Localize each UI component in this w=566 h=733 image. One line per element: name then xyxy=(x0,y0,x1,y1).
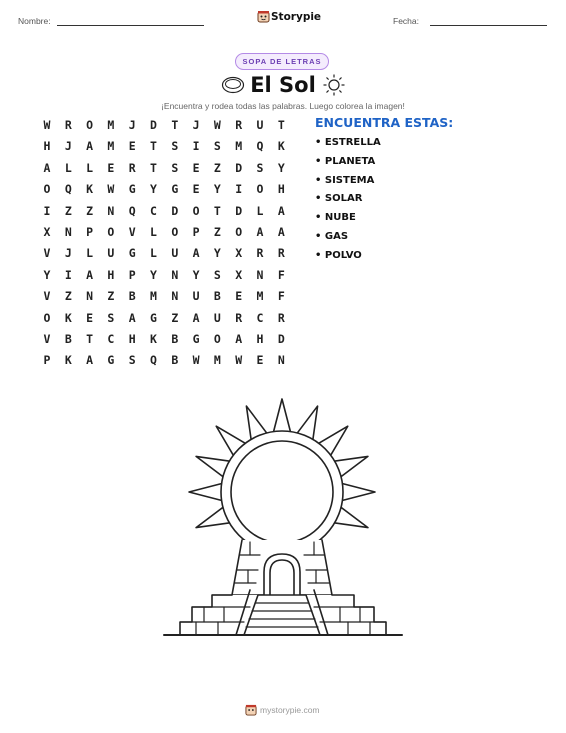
grid-cell[interactable]: O xyxy=(43,310,51,325)
sun-temple-illustration xyxy=(160,390,406,645)
word-list-item: • POLVO xyxy=(315,249,362,261)
grid-cell[interactable]: R xyxy=(128,160,136,175)
grid-cell[interactable]: H xyxy=(107,267,115,282)
page-title: El Sol xyxy=(250,73,316,97)
grid-cell[interactable]: I xyxy=(43,203,51,218)
grid-cell[interactable]: D xyxy=(171,203,179,218)
grid-cell[interactable]: H xyxy=(128,332,136,346)
grid-cell[interactable]: F xyxy=(277,289,285,304)
grid-cell[interactable]: K xyxy=(64,353,72,368)
grid-cell[interactable]: H xyxy=(43,139,51,154)
grid-cell[interactable]: B xyxy=(213,289,221,304)
grid-cell[interactable]: R xyxy=(277,246,285,261)
word-list-item: • NUBE xyxy=(315,212,356,224)
grid-cell[interactable]: C xyxy=(107,332,115,346)
grid-cell[interactable]: P xyxy=(43,353,51,368)
grid-cell[interactable]: U xyxy=(213,310,221,325)
grid-cell[interactable]: Q xyxy=(150,353,157,368)
grid-cell[interactable]: U xyxy=(256,118,264,132)
grid-cell[interactable]: T xyxy=(150,139,157,154)
grid-cell[interactable]: A xyxy=(86,139,94,154)
grid-cell[interactable]: G xyxy=(128,246,136,261)
storypie-logo-icon xyxy=(257,10,270,28)
grid-cell[interactable]: J xyxy=(192,118,200,132)
grid-cell[interactable]: Z xyxy=(213,160,221,175)
grid-cell[interactable]: A xyxy=(43,160,51,175)
grid-cell[interactable]: V xyxy=(43,332,51,346)
grid-cell[interactable]: E xyxy=(107,160,115,175)
grid-cell[interactable]: S xyxy=(213,139,221,154)
grid-cell[interactable]: R xyxy=(277,310,285,325)
grid-cell[interactable]: O xyxy=(107,225,115,239)
grid-cell[interactable]: S xyxy=(256,160,264,175)
grid-cell[interactable]: A xyxy=(192,246,200,261)
grid-cell[interactable]: Y xyxy=(213,182,221,197)
grid-cell[interactable]: U xyxy=(192,289,200,304)
grid-cell[interactable]: T xyxy=(171,118,179,132)
coin-icon xyxy=(221,75,245,100)
name-label: Nombre: xyxy=(18,16,51,26)
grid-cell[interactable]: Z xyxy=(213,225,221,239)
grid-cell[interactable]: G xyxy=(192,332,200,346)
grid-cell[interactable]: R xyxy=(235,118,243,132)
grid-cell[interactable]: Y xyxy=(150,182,157,197)
grid-cell[interactable]: X xyxy=(235,246,243,261)
grid-cell[interactable]: Q xyxy=(128,203,136,218)
grid-cell[interactable]: E xyxy=(86,310,94,325)
grid-cell[interactable]: K xyxy=(64,310,72,325)
grid-cell[interactable]: E xyxy=(256,353,264,368)
grid-cell[interactable]: F xyxy=(277,267,285,282)
word-list-item: • ESTRELLA xyxy=(315,137,381,148)
grid-cell[interactable]: L xyxy=(150,225,157,239)
grid-cell[interactable]: G xyxy=(150,310,157,325)
grid-cell[interactable]: M xyxy=(256,289,264,304)
grid-cell[interactable]: N xyxy=(277,353,285,368)
grid-cell[interactable]: G xyxy=(171,182,179,197)
word-list-item: • SISTEMA xyxy=(315,174,375,186)
grid-cell[interactable]: O xyxy=(171,225,179,239)
grid-cell[interactable]: Q xyxy=(64,182,72,197)
grid-cell[interactable]: M xyxy=(213,353,221,368)
grid-cell[interactable]: O xyxy=(86,118,94,132)
name-line[interactable] xyxy=(57,25,204,26)
grid-cell[interactable]: S xyxy=(171,160,179,175)
brand-name: Storypie xyxy=(271,11,322,23)
grid-cell[interactable]: O xyxy=(213,332,221,346)
grid-cell[interactable]: K xyxy=(86,182,94,197)
grid-cell[interactable]: E xyxy=(235,289,243,304)
grid-cell[interactable]: K xyxy=(150,332,157,346)
grid-cell[interactable]: Y xyxy=(43,267,51,282)
grid-cell[interactable]: D xyxy=(235,160,243,175)
date-label: Fecha: xyxy=(393,16,419,26)
grid-cell[interactable]: Q xyxy=(256,139,264,154)
grid-cell[interactable]: B xyxy=(64,332,72,346)
grid-cell[interactable]: B xyxy=(171,332,179,346)
grid-cell[interactable]: M xyxy=(107,139,115,154)
grid-cell[interactable]: P xyxy=(86,225,94,239)
grid-cell[interactable]: Y xyxy=(150,267,157,282)
grid-cell[interactable]: Z xyxy=(86,203,94,218)
sun-ray xyxy=(273,399,291,435)
grid-cell[interactable]: N xyxy=(256,267,264,282)
word-list-item: • SOLAR xyxy=(315,193,363,205)
grid-cell[interactable]: S xyxy=(213,267,221,282)
grid-cell[interactable]: I xyxy=(192,139,200,154)
grid-cell[interactable]: V xyxy=(43,289,51,304)
grid-cell[interactable]: M xyxy=(107,118,115,132)
grid-cell[interactable]: G xyxy=(128,182,136,197)
word-list-title: ENCUENTRA ESTAS: xyxy=(315,115,454,130)
grid-cell[interactable]: S xyxy=(171,139,179,154)
grid-cell[interactable]: Z xyxy=(171,310,179,325)
grid-cell[interactable]: L xyxy=(256,203,264,218)
grid-cell[interactable]: W xyxy=(43,118,51,132)
grid-cell[interactable]: L xyxy=(86,246,94,261)
grid-cell[interactable]: I xyxy=(64,267,72,282)
grid-cell[interactable]: M xyxy=(150,289,157,304)
grid-cell[interactable]: M xyxy=(235,139,243,154)
grid-cell[interactable]: D xyxy=(150,118,157,132)
grid-cell[interactable]: S xyxy=(128,353,136,368)
letter-grid[interactable] xyxy=(37,118,293,370)
footer-logo-icon xyxy=(245,703,257,721)
grid-cell[interactable]: N xyxy=(171,267,179,282)
grid-cell[interactable]: Y xyxy=(213,246,221,261)
grid-cell[interactable]: J xyxy=(128,118,136,132)
grid-cell[interactable]: A xyxy=(128,310,136,325)
grid-cell[interactable]: O xyxy=(256,182,264,197)
grid-cell[interactable]: T xyxy=(213,203,221,218)
grid-cell[interactable]: J xyxy=(64,246,72,261)
grid-cell[interactable]: Z xyxy=(64,289,72,304)
grid-cell[interactable]: W xyxy=(213,118,221,132)
sun-icon xyxy=(322,73,346,102)
grid-cell[interactable]: L xyxy=(86,160,94,175)
grid-cell[interactable]: T xyxy=(150,160,157,175)
grid-cell[interactable]: X xyxy=(43,225,51,239)
grid-cell[interactable]: R xyxy=(64,118,72,132)
grid-cell[interactable]: C xyxy=(150,203,157,218)
word-list-item: • GAS xyxy=(315,231,349,242)
sun-ray xyxy=(339,483,375,501)
grid-cell[interactable]: E xyxy=(128,139,136,154)
grid-cell[interactable]: C xyxy=(256,310,264,325)
grid-cell[interactable]: A xyxy=(256,225,264,239)
date-line[interactable] xyxy=(430,25,547,26)
grid-cell[interactable]: O xyxy=(43,182,51,197)
grid-cell[interactable]: T xyxy=(277,118,285,132)
grid-cell[interactable]: E xyxy=(192,160,200,175)
instructions: ¡Encuentra y rodea todas las palabras. Luego colorea la imagen! xyxy=(161,101,405,111)
grid-cell[interactable]: I xyxy=(235,182,243,197)
grid-cell[interactable]: A xyxy=(86,267,94,282)
grid-cell[interactable]: N xyxy=(171,289,179,304)
grid-cell[interactable]: A xyxy=(277,225,285,239)
grid-cell[interactable]: A xyxy=(235,332,243,346)
grid-cell[interactable]: D xyxy=(277,332,285,346)
grid-cell[interactable]: O xyxy=(192,203,200,218)
grid-cell[interactable]: A xyxy=(277,203,285,218)
grid-cell[interactable]: R xyxy=(256,246,264,261)
grid-cell[interactable]: U xyxy=(107,246,115,261)
grid-cell[interactable]: N xyxy=(107,203,115,218)
footer-url[interactable]: mystorypie.com xyxy=(260,705,320,715)
grid-cell[interactable]: Y xyxy=(277,160,285,175)
grid-cell[interactable]: B xyxy=(128,289,136,304)
grid-cell[interactable]: V xyxy=(128,225,136,239)
grid-cell[interactable]: A xyxy=(192,310,200,325)
grid-cell[interactable]: T xyxy=(86,332,94,346)
grid-cell[interactable]: L xyxy=(150,246,157,261)
grid-cell[interactable]: H xyxy=(256,332,264,346)
puzzle-type-badge: SOPA DE LETRAS xyxy=(235,53,329,70)
grid-cell[interactable]: Y xyxy=(192,267,200,282)
grid-cell[interactable]: J xyxy=(64,139,72,154)
grid-cell[interactable]: V xyxy=(43,246,51,261)
grid-cell[interactable]: A xyxy=(86,353,94,368)
grid-cell[interactable]: W xyxy=(107,182,115,197)
grid-cell[interactable]: R xyxy=(235,310,243,325)
grid-cell[interactable]: W xyxy=(192,353,200,368)
grid-cell[interactable]: S xyxy=(107,310,115,325)
grid-cell[interactable]: K xyxy=(277,139,285,154)
grid-cell[interactable]: P xyxy=(128,267,136,282)
grid-cell[interactable]: U xyxy=(171,246,179,261)
grid-cell[interactable]: B xyxy=(171,353,179,368)
grid-cell[interactable]: L xyxy=(64,160,72,175)
grid-cell[interactable]: Z xyxy=(107,289,115,304)
grid-cell[interactable]: P xyxy=(192,225,200,239)
sun-ray xyxy=(189,483,225,501)
grid-cell[interactable]: E xyxy=(192,182,200,197)
grid-cell[interactable]: Z xyxy=(64,203,72,218)
grid-cell[interactable]: N xyxy=(64,225,72,239)
word-list-item: • PLANETA xyxy=(315,155,376,167)
grid-cell[interactable]: W xyxy=(235,353,243,368)
grid-cell[interactable]: N xyxy=(86,289,94,304)
grid-cell[interactable]: H xyxy=(277,182,285,197)
grid-cell[interactable]: O xyxy=(235,225,243,239)
grid-cell[interactable]: G xyxy=(107,353,115,368)
grid-cell[interactable]: D xyxy=(235,203,243,218)
grid-cell[interactable]: X xyxy=(235,267,243,282)
